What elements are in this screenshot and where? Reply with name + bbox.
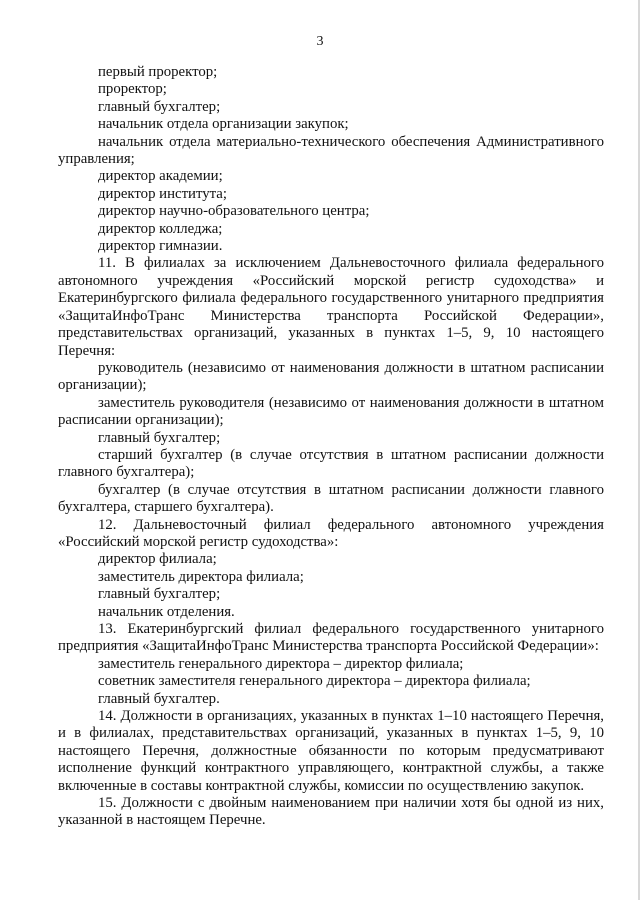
list-item: главный бухгалтер; bbox=[98, 98, 221, 115]
list-item: директор института; bbox=[98, 185, 227, 202]
list-item: старший бухгалтер (в случае отсутствия в штатном расписании должности главного бухгалтера); bbox=[58, 446, 604, 481]
list-item: заместитель руководителя (независимо от наименования должности в штатном расписании организации); bbox=[58, 394, 604, 429]
list-item: директор филиала; bbox=[98, 551, 217, 568]
paragraph-12: 12. Дальневосточный филиал федерального автономного учреждения «Российский морской регистр судоходства»: bbox=[58, 516, 604, 550]
list-item: начальник отдела материально-технического обеспечения Административного управления; bbox=[58, 133, 604, 168]
list-item: директор гимназии. bbox=[98, 238, 223, 255]
list-item: руководитель (независимо от наименования должности в штатном расписании организации); bbox=[58, 359, 604, 394]
list-item: директор академии; bbox=[98, 168, 223, 185]
list-item: проректор; bbox=[98, 81, 167, 98]
paragraph-11: 11. В филиалах за исключением Дальневосточного филиала федерального автономного учреждения «Российский морской регистр судоходства» и Екатеринбургского филиала федерального государственного унитарного предприятия «ЗащитаИнфоТранс Министерства транспорта Российской Федерации», представительствах организаций, указанных в пунктах 1–5, 9, 10 настоящего Перечня: bbox=[58, 255, 604, 359]
list-item: бухгалтер (в случае отсутствия в штатном расписании должности главного бухгалтера, старшего бухгалтера). bbox=[58, 481, 604, 516]
list-item: начальник отделения. bbox=[98, 603, 235, 620]
list-item: советник заместителя генерального директора – директора филиала; bbox=[98, 673, 531, 690]
list-item: директор научно-образовательного центра; bbox=[98, 203, 370, 220]
list-item: заместитель директора филиала; bbox=[98, 568, 304, 585]
list-item: директор колледжа; bbox=[98, 220, 223, 237]
list-item: первый проректор; bbox=[98, 64, 218, 80]
document-body bbox=[58, 64, 604, 830]
list-item: главный бухгалтер; bbox=[98, 429, 221, 446]
list-item: начальник отдела организации закупок; bbox=[98, 116, 349, 133]
list-item: главный бухгалтер; bbox=[98, 586, 221, 603]
list-item: заместитель генерального директора – директор филиала; bbox=[98, 655, 464, 672]
list-item: главный бухгалтер. bbox=[98, 690, 220, 707]
paragraph-13: 13. Екатеринбургский филиал федерального государственного унитарного предприятия «ЗащитаИнфоТранс Министерства транспорта Российской Федерации»: bbox=[58, 621, 604, 655]
paragraph-14: 14. Должности в организациях, указанных в пунктах 1–10 настоящего Перечня, и в филиалах, представительствах организаций, указанных в пунктах 1–5, 9, 10 настоящего Перечня, должностные обязанности по которым предусматривают исполнение функций контрактного управляющего, контрактной службы, а также включенные в составы контрактной службы, комиссии по осуществлению закупок. bbox=[58, 708, 604, 794]
paragraph-15: 15. Должности с двойным наименованием при наличии хотя бы одной из них, указанной в настоящем Перечне. bbox=[58, 795, 604, 829]
page-number: 3 bbox=[316, 34, 324, 49]
